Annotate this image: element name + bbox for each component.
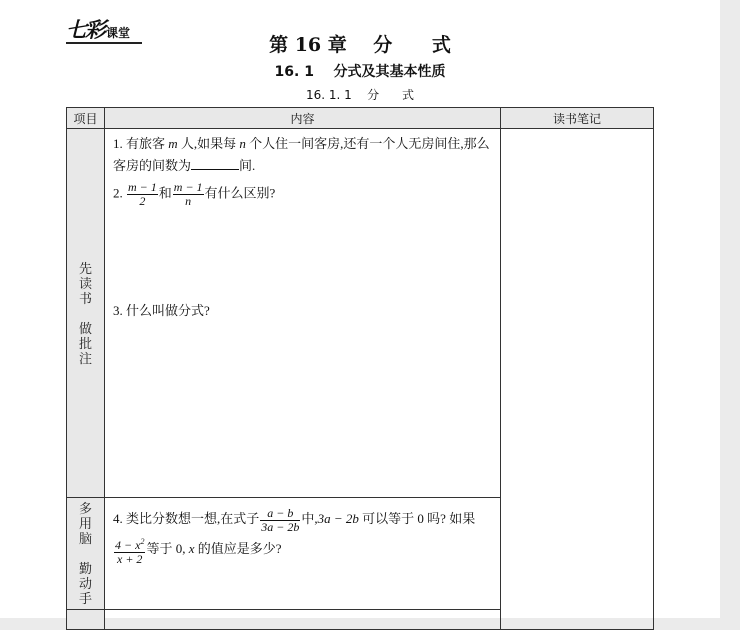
header-notes: 读书笔记	[501, 108, 654, 129]
brand-logo-mark: 七彩	[66, 17, 104, 42]
study-notes-table	[66, 107, 654, 630]
fraction: $\frac{4 - x^2}{x + 2}$	[115, 536, 145, 566]
fraction: $\frac{a - b}{3a - 2b}$	[261, 505, 300, 534]
fraction: $\frac{m - 1}{2}$	[128, 180, 157, 208]
brand-logo-subtitle: 课堂	[106, 26, 131, 40]
question-1: 1. 有旅客 m 人,如果每 n 个人住一间客房,还有一个人无房间住,那么客房的间数为 间.	[113, 136, 490, 173]
table-header-row	[67, 108, 654, 129]
category-think-practice: 多 用 脑 勤 动 手	[67, 498, 105, 610]
viewer-gutter	[720, 0, 740, 618]
category-next	[67, 610, 105, 630]
chapter-title: 第 16 章 分 式	[269, 34, 451, 56]
section-title: 16. 1 分式及其基本性质	[274, 64, 446, 80]
header-content: 内容	[105, 108, 501, 129]
category-read-annotate: 先 读 书 做 批 注	[67, 129, 105, 498]
question-2: 2. $\frac{m - 1}{2}$ 和 $\frac{m - 1}{n}$ 有什么区别?	[113, 180, 276, 208]
content-cell-reading	[105, 129, 501, 498]
subsection-title: 16. 1. 1 分 式	[306, 88, 414, 102]
content-cell-thinking	[105, 498, 501, 610]
answer-blank	[191, 155, 239, 170]
table-row	[67, 129, 654, 498]
notes-cell	[501, 129, 654, 630]
fraction: $\frac{m - 1}{n}$	[173, 180, 203, 208]
question-4: 4. 类比分数想一想,在式子 $\frac{a - b}{3a - 2b}$ 中,3a − 2b 可以等于 0 吗? 如果 $\frac{4 - x^2}{x + 2}$ 等于 0, x 的值应是多少?	[113, 505, 476, 566]
header-item: 项目	[67, 108, 105, 129]
content-cell-next	[105, 610, 501, 630]
question-3: 3. 什么叫做分式?	[113, 303, 210, 318]
